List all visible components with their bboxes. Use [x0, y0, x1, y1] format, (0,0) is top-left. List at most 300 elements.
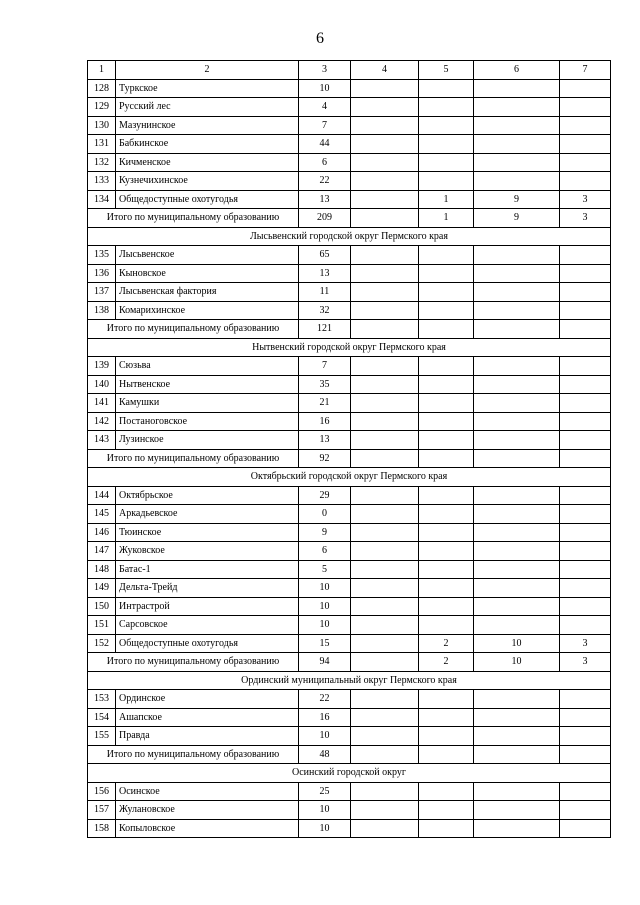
- table-row: [88, 283, 611, 302]
- hunting-ground-name: Мазунинское: [116, 116, 299, 135]
- col6-value: [474, 542, 560, 561]
- col3-value: 10: [299, 819, 351, 838]
- hunting-grounds-table-container: [87, 60, 610, 838]
- total-label: Итого по муниципальному образованию: [88, 449, 299, 468]
- col5-value: [419, 523, 474, 542]
- col7-value: [560, 98, 611, 117]
- row-number: 153: [88, 690, 116, 709]
- col3-value: 10: [299, 579, 351, 598]
- col5-value: [419, 357, 474, 376]
- col6-value: 9: [474, 190, 560, 209]
- col3-value: 32: [299, 301, 351, 320]
- table-row: [88, 616, 611, 635]
- col3-value: 10: [299, 801, 351, 820]
- row-number: 137: [88, 283, 116, 302]
- total-label: Итого по муниципальному образованию: [88, 320, 299, 339]
- col7-value: [560, 153, 611, 172]
- total-col7-value: 3: [560, 653, 611, 672]
- col4-value: [351, 634, 419, 653]
- col4-value: [351, 172, 419, 191]
- table-row: [88, 634, 611, 653]
- col4-value: [351, 190, 419, 209]
- hunting-ground-name: Правда: [116, 727, 299, 746]
- section-header-row: [88, 338, 611, 357]
- total-row: [88, 745, 611, 764]
- total-col5-value: [419, 745, 474, 764]
- col4-value: [351, 301, 419, 320]
- col5-value: [419, 394, 474, 413]
- total-col4-value: [351, 209, 419, 228]
- row-number: 157: [88, 801, 116, 820]
- total-col5-value: 2: [419, 653, 474, 672]
- col4-value: [351, 801, 419, 820]
- total-col3-value: 121: [299, 320, 351, 339]
- col5-value: [419, 153, 474, 172]
- col3-value: 65: [299, 246, 351, 265]
- col6-value: [474, 819, 560, 838]
- col5-value: [419, 616, 474, 635]
- row-number: 145: [88, 505, 116, 524]
- col3-value: 10: [299, 597, 351, 616]
- total-label: Итого по муниципальному образованию: [88, 653, 299, 672]
- row-number: 146: [88, 523, 116, 542]
- col7-value: [560, 523, 611, 542]
- total-row: [88, 320, 611, 339]
- col4-value: [351, 246, 419, 265]
- col5-value: [419, 690, 474, 709]
- col7-value: [560, 394, 611, 413]
- table-row: [88, 301, 611, 320]
- row-number: 140: [88, 375, 116, 394]
- col3-value: 35: [299, 375, 351, 394]
- total-col4-value: [351, 653, 419, 672]
- col6-value: [474, 801, 560, 820]
- total-col7-value: 3: [560, 209, 611, 228]
- table-header-row: [88, 61, 611, 80]
- col4-value: [351, 708, 419, 727]
- col6-value: [474, 597, 560, 616]
- total-col6-value: [474, 449, 560, 468]
- table-row: [88, 782, 611, 801]
- col4-value: [351, 357, 419, 376]
- col7-value: [560, 264, 611, 283]
- table-row: [88, 98, 611, 117]
- col6-value: 10: [474, 634, 560, 653]
- total-label: Итого по муниципальному образованию: [88, 745, 299, 764]
- col3-value: 22: [299, 172, 351, 191]
- col4-value: [351, 375, 419, 394]
- col7-value: [560, 708, 611, 727]
- row-number: 141: [88, 394, 116, 413]
- hunting-ground-name: Русский лес: [116, 98, 299, 117]
- col4-value: [351, 98, 419, 117]
- col6-value: [474, 782, 560, 801]
- col7-value: [560, 542, 611, 561]
- column-header: 5: [419, 61, 474, 80]
- col6-value: [474, 172, 560, 191]
- table-row: [88, 172, 611, 191]
- section-header-row: [88, 468, 611, 487]
- col3-value: 25: [299, 782, 351, 801]
- page-number: 6: [316, 30, 324, 47]
- col3-value: 0: [299, 505, 351, 524]
- row-number: 148: [88, 560, 116, 579]
- col4-value: [351, 283, 419, 302]
- col4-value: [351, 560, 419, 579]
- col6-value: [474, 116, 560, 135]
- col5-value: [419, 801, 474, 820]
- section-header-row: [88, 671, 611, 690]
- hunting-ground-name: Общедоступные охотугодья: [116, 190, 299, 209]
- table-row: [88, 394, 611, 413]
- hunting-ground-name: Камушки: [116, 394, 299, 413]
- total-col3-value: 48: [299, 745, 351, 764]
- col3-value: 22: [299, 690, 351, 709]
- col6-value: [474, 79, 560, 98]
- col6-value: [474, 708, 560, 727]
- col5-value: [419, 542, 474, 561]
- table-row: [88, 116, 611, 135]
- row-number: 129: [88, 98, 116, 117]
- col5-value: [419, 98, 474, 117]
- col7-value: [560, 690, 611, 709]
- col7-value: 3: [560, 190, 611, 209]
- section-title: Ординский муниципальный округ Пермского края: [88, 671, 611, 690]
- col6-value: [474, 98, 560, 117]
- col5-value: [419, 283, 474, 302]
- col7-value: [560, 283, 611, 302]
- col6-value: [474, 431, 560, 450]
- col5-value: [419, 431, 474, 450]
- column-header: 3: [299, 61, 351, 80]
- section-title: Нытвенский городской округ Пермского края: [88, 338, 611, 357]
- hunting-ground-name: Бабкинское: [116, 135, 299, 154]
- col7-value: [560, 486, 611, 505]
- total-col7-value: [560, 745, 611, 764]
- col3-value: 11: [299, 283, 351, 302]
- row-number: 131: [88, 135, 116, 154]
- table-row: [88, 357, 611, 376]
- total-label: Итого по муниципальному образованию: [88, 209, 299, 228]
- col4-value: [351, 782, 419, 801]
- col7-value: [560, 135, 611, 154]
- row-number: 143: [88, 431, 116, 450]
- section-title: Осинский городской округ: [88, 764, 611, 783]
- col7-value: [560, 801, 611, 820]
- total-col6-value: 10: [474, 653, 560, 672]
- table-row: [88, 153, 611, 172]
- table-row: [88, 246, 611, 265]
- total-col5-value: 1: [419, 209, 474, 228]
- col4-value: [351, 135, 419, 154]
- table-row: [88, 727, 611, 746]
- col5-value: 1: [419, 190, 474, 209]
- col3-value: 6: [299, 153, 351, 172]
- section-title: Октябрьский городской округ Пермского края: [88, 468, 611, 487]
- col6-value: [474, 283, 560, 302]
- col7-value: [560, 616, 611, 635]
- col6-value: [474, 412, 560, 431]
- col6-value: [474, 505, 560, 524]
- table-row: [88, 801, 611, 820]
- col7-value: [560, 782, 611, 801]
- hunting-ground-name: Осинское: [116, 782, 299, 801]
- col3-value: 16: [299, 708, 351, 727]
- section-title: Лысьвенский городской округ Пермского края: [88, 227, 611, 246]
- total-col6-value: [474, 320, 560, 339]
- col4-value: [351, 523, 419, 542]
- col3-value: 13: [299, 431, 351, 450]
- col6-value: [474, 690, 560, 709]
- col6-value: [474, 579, 560, 598]
- hunting-ground-name: Сарсовское: [116, 616, 299, 635]
- col4-value: [351, 264, 419, 283]
- total-col4-value: [351, 320, 419, 339]
- table-row: [88, 264, 611, 283]
- col5-value: [419, 579, 474, 598]
- col6-value: [474, 486, 560, 505]
- col4-value: [351, 690, 419, 709]
- col7-value: [560, 246, 611, 265]
- column-header: 6: [474, 61, 560, 80]
- row-number: 139: [88, 357, 116, 376]
- table-row: [88, 579, 611, 598]
- row-number: 152: [88, 634, 116, 653]
- hunting-ground-name: Кузнечихинское: [116, 172, 299, 191]
- row-number: 135: [88, 246, 116, 265]
- total-col3-value: 209: [299, 209, 351, 228]
- col3-value: 13: [299, 264, 351, 283]
- hunting-ground-name: Батас-1: [116, 560, 299, 579]
- col7-value: [560, 560, 611, 579]
- col5-value: [419, 412, 474, 431]
- col5-value: [419, 782, 474, 801]
- hunting-ground-name: Сюзьва: [116, 357, 299, 376]
- col4-value: [351, 579, 419, 598]
- col6-value: [474, 301, 560, 320]
- col7-value: [560, 727, 611, 746]
- col4-value: [351, 79, 419, 98]
- hunting-ground-name: Лысьвенская фактория: [116, 283, 299, 302]
- hunting-ground-name: Общедоступные охотугодья: [116, 634, 299, 653]
- total-col6-value: [474, 745, 560, 764]
- col5-value: [419, 264, 474, 283]
- row-number: 138: [88, 301, 116, 320]
- col3-value: 10: [299, 79, 351, 98]
- hunting-ground-name: Комарихинское: [116, 301, 299, 320]
- row-number: 142: [88, 412, 116, 431]
- total-col7-value: [560, 320, 611, 339]
- total-col7-value: [560, 449, 611, 468]
- col5-value: [419, 135, 474, 154]
- col3-value: 29: [299, 486, 351, 505]
- row-number: 155: [88, 727, 116, 746]
- row-number: 156: [88, 782, 116, 801]
- hunting-ground-name: Туркское: [116, 79, 299, 98]
- col7-value: [560, 412, 611, 431]
- table-row: [88, 375, 611, 394]
- col6-value: [474, 375, 560, 394]
- total-row: [88, 653, 611, 672]
- hunting-ground-name: Ашапское: [116, 708, 299, 727]
- row-number: 154: [88, 708, 116, 727]
- column-header: 2: [116, 61, 299, 80]
- col7-value: [560, 79, 611, 98]
- col4-value: [351, 394, 419, 413]
- row-number: 150: [88, 597, 116, 616]
- col4-value: [351, 412, 419, 431]
- hunting-ground-name: Нытвенское: [116, 375, 299, 394]
- col3-value: 5: [299, 560, 351, 579]
- total-col5-value: [419, 449, 474, 468]
- row-number: 136: [88, 264, 116, 283]
- hunting-ground-name: Лысьвенское: [116, 246, 299, 265]
- col6-value: [474, 394, 560, 413]
- col4-value: [351, 819, 419, 838]
- table-row: [88, 690, 611, 709]
- col5-value: [419, 79, 474, 98]
- hunting-ground-name: Интрастрой: [116, 597, 299, 616]
- column-header: 7: [560, 61, 611, 80]
- hunting-ground-name: Жулановское: [116, 801, 299, 820]
- col6-value: [474, 135, 560, 154]
- col4-value: [351, 505, 419, 524]
- col7-value: [560, 172, 611, 191]
- total-row: [88, 449, 611, 468]
- col4-value: [351, 116, 419, 135]
- col7-value: [560, 597, 611, 616]
- hunting-ground-name: Лузинское: [116, 431, 299, 450]
- col7-value: [560, 301, 611, 320]
- row-number: 149: [88, 579, 116, 598]
- hunting-ground-name: Кыновское: [116, 264, 299, 283]
- col3-value: 15: [299, 634, 351, 653]
- col4-value: [351, 616, 419, 635]
- col7-value: [560, 375, 611, 394]
- row-number: 158: [88, 819, 116, 838]
- table-row: [88, 597, 611, 616]
- col3-value: 44: [299, 135, 351, 154]
- col3-value: 9: [299, 523, 351, 542]
- col7-value: [560, 505, 611, 524]
- total-col6-value: 9: [474, 209, 560, 228]
- col5-value: [419, 819, 474, 838]
- hunting-ground-name: Дельта-Трейд: [116, 579, 299, 598]
- hunting-ground-name: Тюинское: [116, 523, 299, 542]
- total-col4-value: [351, 449, 419, 468]
- col6-value: [474, 264, 560, 283]
- col5-value: [419, 727, 474, 746]
- table-row: [88, 523, 611, 542]
- col5-value: [419, 560, 474, 579]
- col5-value: [419, 301, 474, 320]
- col3-value: 6: [299, 542, 351, 561]
- col4-value: [351, 486, 419, 505]
- col5-value: [419, 375, 474, 394]
- hunting-ground-name: Ординское: [116, 690, 299, 709]
- hunting-ground-name: Копыловское: [116, 819, 299, 838]
- total-col4-value: [351, 745, 419, 764]
- col3-value: 13: [299, 190, 351, 209]
- total-col3-value: 94: [299, 653, 351, 672]
- col6-value: [474, 616, 560, 635]
- row-number: 147: [88, 542, 116, 561]
- table-row: [88, 560, 611, 579]
- col7-value: [560, 819, 611, 838]
- hunting-ground-name: Постаноговское: [116, 412, 299, 431]
- col5-value: [419, 505, 474, 524]
- column-header: 1: [88, 61, 116, 80]
- table-row: [88, 708, 611, 727]
- row-number: 144: [88, 486, 116, 505]
- row-number: 134: [88, 190, 116, 209]
- row-number: 128: [88, 79, 116, 98]
- col6-value: [474, 153, 560, 172]
- col3-value: 21: [299, 394, 351, 413]
- col3-value: 4: [299, 98, 351, 117]
- col3-value: 16: [299, 412, 351, 431]
- col7-value: 3: [560, 634, 611, 653]
- col7-value: [560, 579, 611, 598]
- total-col5-value: [419, 320, 474, 339]
- column-header: 4: [351, 61, 419, 80]
- row-number: 132: [88, 153, 116, 172]
- table-row: [88, 486, 611, 505]
- col6-value: [474, 523, 560, 542]
- col5-value: [419, 116, 474, 135]
- col4-value: [351, 727, 419, 746]
- col6-value: [474, 727, 560, 746]
- table-row: [88, 190, 611, 209]
- row-number: 130: [88, 116, 116, 135]
- col6-value: [474, 560, 560, 579]
- col7-value: [560, 357, 611, 376]
- table-row: [88, 505, 611, 524]
- col4-value: [351, 431, 419, 450]
- section-header-row: [88, 227, 611, 246]
- col7-value: [560, 431, 611, 450]
- col6-value: [474, 357, 560, 376]
- hunting-ground-name: Октябрьское: [116, 486, 299, 505]
- table-row: [88, 412, 611, 431]
- hunting-grounds-table: [87, 60, 611, 838]
- table-row: [88, 79, 611, 98]
- hunting-ground-name: Жуковское: [116, 542, 299, 561]
- row-number: 151: [88, 616, 116, 635]
- col5-value: 2: [419, 634, 474, 653]
- section-header-row: [88, 764, 611, 783]
- total-col3-value: 92: [299, 449, 351, 468]
- col5-value: [419, 708, 474, 727]
- col5-value: [419, 597, 474, 616]
- col3-value: 10: [299, 616, 351, 635]
- hunting-ground-name: Кичменское: [116, 153, 299, 172]
- row-number: 133: [88, 172, 116, 191]
- col7-value: [560, 116, 611, 135]
- col3-value: 10: [299, 727, 351, 746]
- col5-value: [419, 246, 474, 265]
- col4-value: [351, 542, 419, 561]
- col5-value: [419, 486, 474, 505]
- hunting-ground-name: Аркадьевское: [116, 505, 299, 524]
- table-body: [88, 61, 611, 838]
- col4-value: [351, 153, 419, 172]
- table-row: [88, 542, 611, 561]
- col3-value: 7: [299, 116, 351, 135]
- table-row: [88, 135, 611, 154]
- col6-value: [474, 246, 560, 265]
- table-row: [88, 431, 611, 450]
